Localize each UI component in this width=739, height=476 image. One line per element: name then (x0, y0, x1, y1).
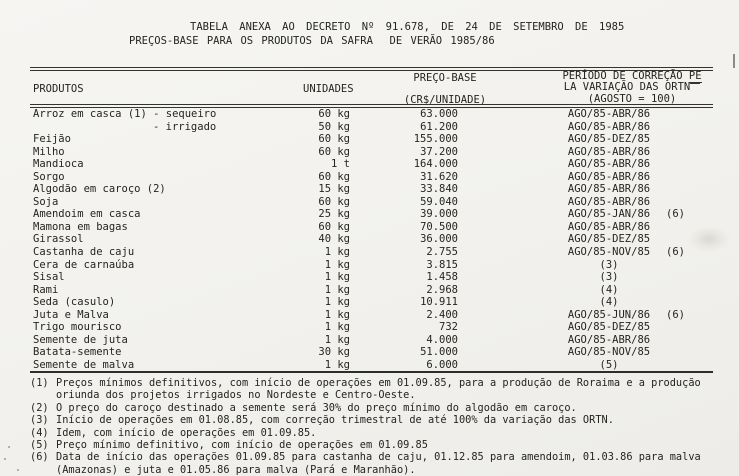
col-header-period-line1: PERÍODO DE CORREÇÃO PE (562, 70, 702, 82)
footnote-ref-cell: (6) (666, 246, 685, 259)
table-row (30, 221, 713, 234)
col-header-products: PRODUTOS (33, 83, 84, 95)
footnote-text: Data de início das operações 01.09.85 para castanha de caju, 01.12.85 para amendoim, 01.03.86 para malva (Amazonas) e juta e 01.05.86 para malva (Pará e Maranhão). (56, 451, 701, 476)
product-cell: Trigo mourisco (33, 321, 122, 334)
price-cell: 164.000 (413, 158, 458, 171)
scan-tick-mark (733, 54, 735, 68)
footnote-ref-cell (662, 284, 713, 297)
unit-cell: 30 kg (318, 346, 350, 359)
table-row (30, 246, 713, 259)
row-gap (458, 296, 556, 309)
scan-smudge (688, 226, 730, 252)
product-cell: Semente de malva (33, 358, 135, 371)
footnote-ref-cell (662, 133, 713, 146)
table-row (30, 121, 713, 134)
row-gap (458, 221, 556, 234)
table-row (30, 334, 713, 347)
footnote-text: Idem, com início de operações em 01.09.85. (56, 426, 317, 439)
unit-cell: 1 kg (324, 246, 350, 259)
period-cell: AGO/85-ABR/86 (567, 158, 651, 171)
row-gap (458, 171, 556, 184)
product-cell: Juta e Malva (33, 308, 109, 321)
table-header (30, 71, 713, 104)
price-cell: 1.458 (426, 271, 458, 284)
row-gap (458, 133, 556, 146)
col-header-period-line3: (AGOSTO = 100) (587, 92, 677, 105)
unit-cell: 1 kg (324, 283, 350, 296)
price-cell: 39.000 (420, 208, 458, 221)
period-cell: (4) (599, 283, 619, 296)
period-cell: AGO/85-NOV/85 (567, 346, 651, 359)
unit-cell: 1 kg (324, 358, 350, 371)
col-header-period-line2: LA VARIAÇÃO DAS ORTN (548, 82, 716, 93)
product-cell: Algodão em caroço (2) (33, 183, 166, 196)
footnote-ref-cell: (6) (666, 208, 685, 221)
scan-speck (8, 446, 10, 448)
table-row (30, 146, 713, 159)
price-cell: 59.040 (420, 195, 458, 208)
row-gap (458, 346, 556, 359)
unit-cell: 1 kg (324, 308, 350, 321)
period-cell: AGO/85-ABR/86 (567, 183, 651, 196)
row-gap (458, 321, 556, 334)
footnote-ref-cell (662, 121, 713, 134)
scan-speck (4, 458, 6, 460)
period-cell: AGO/85-ABR/86 (567, 170, 651, 183)
price-cell: 155.000 (413, 133, 458, 146)
footnote-item (30, 439, 726, 451)
ortn-continuation-mark (690, 83, 700, 91)
product-cell: Semente de juta (33, 333, 128, 346)
row-gap (458, 208, 556, 221)
period-cell: AGO/85-DEZ/85 (567, 133, 651, 146)
period-cell: (3) (599, 271, 619, 284)
document-title-line2: PREÇOS-BASE PARA OS PRODUTOS DA SAFRA DE VERÃO 1985/86 (129, 35, 495, 47)
price-cell: 33.840 (420, 183, 458, 196)
footnote-text: Preços mínimos definitivos, com início de operações em 01.09.85, para a produção de Roraima e a produção oriunda dos projetos irrigados no Nordeste e Centro-Oeste. (56, 377, 701, 402)
unit-cell: 25 kg (318, 208, 350, 221)
product-cell: Castanha de caju (33, 246, 135, 259)
row-gap (458, 271, 556, 284)
unit-cell: 50 kg (318, 120, 350, 133)
product-cell: Mamona em bagas (33, 220, 128, 233)
unit-cell: 1 t (331, 158, 350, 171)
product-cell: Mandioca (33, 158, 84, 171)
product-cell: Seda (casulo) (33, 296, 116, 309)
unit-cell: 60 kg (318, 195, 350, 208)
footnote-ref-cell: (6) (666, 308, 685, 321)
price-cell: 51.000 (420, 346, 458, 359)
period-cell: AGO/85-NOV/85 (567, 246, 651, 259)
footnote-text: O preço do caroço destinado a semente será 30% do preço mínimo do algodão em caroço. (56, 401, 577, 414)
footnote-item (30, 427, 726, 439)
unit-cell: 60 kg (318, 108, 350, 120)
unit-cell: 60 kg (318, 220, 350, 233)
col-header-units: UNIDADES (303, 83, 354, 95)
row-gap (458, 359, 556, 372)
price-cell: 2.400 (426, 308, 458, 321)
price-cell: 732 (439, 321, 458, 334)
table-row (30, 346, 713, 359)
col-header-period (548, 71, 716, 105)
table-bottom-rule (30, 371, 713, 373)
price-cell: 37.200 (420, 145, 458, 158)
period-cell: AGO/85-ABR/86 (567, 108, 651, 120)
table-row (30, 208, 713, 221)
unit-cell: 1 kg (324, 321, 350, 334)
period-cell: AGO/85-DEZ/85 (567, 233, 651, 246)
footnote-marker: (3) (30, 414, 49, 427)
footnote-ref-cell (662, 334, 713, 347)
scan-speck (17, 469, 19, 471)
footnote-ref-cell (662, 271, 713, 284)
table-row (30, 158, 713, 171)
unit-cell: 1 kg (324, 333, 350, 346)
price-cell: 36.000 (420, 233, 458, 246)
footnotes (30, 377, 726, 476)
product-cell: Arroz em casca (1) - sequeiro (33, 108, 217, 120)
footnote-marker: (2) (30, 401, 49, 414)
footnote-item (30, 451, 726, 476)
table-row (30, 284, 713, 297)
document-title-line1: TABELA ANEXA AO DECRETO Nº 91.678, DE 24 DE SETEMBRO DE 1985 (190, 21, 625, 33)
footnote-ref-cell (662, 196, 713, 209)
unit-cell: 1 kg (324, 296, 350, 309)
period-cell: AGO/85-DEZ/85 (567, 321, 651, 334)
row-gap (458, 246, 556, 259)
prices-table (30, 67, 713, 373)
price-cell: 2.755 (426, 246, 458, 259)
footnote-marker: (6) (30, 451, 49, 464)
period-cell: AGO/85-ABR/86 (567, 145, 651, 158)
footnote-ref-cell (662, 296, 713, 309)
price-cell: 63.000 (420, 108, 458, 120)
period-continuation-pe: PE (688, 70, 702, 82)
table-row (30, 171, 713, 184)
footnote-ref-cell (662, 321, 713, 334)
footnote-item (30, 402, 726, 414)
period-cell: AGO/85-ABR/86 (567, 120, 651, 133)
table-body (30, 108, 713, 371)
footnote-marker: (1) (30, 377, 49, 389)
unit-cell: 40 kg (318, 233, 350, 246)
row-gap (458, 121, 556, 134)
price-cell: 61.200 (420, 120, 458, 133)
product-cell: Sorgo (33, 170, 65, 183)
product-cell: Batata-semente (33, 346, 122, 359)
period-cell: (4) (599, 296, 619, 309)
table-row (30, 309, 713, 322)
product-cell: Sisal (33, 271, 65, 284)
period-cell: AGO/85-JAN/86 (567, 208, 651, 221)
table-row (30, 233, 713, 246)
product-cell: Feijão (33, 133, 71, 146)
period-cell: AGO/85-ABR/86 (567, 220, 651, 233)
table-row (30, 296, 713, 309)
footnote-ref-cell (662, 171, 713, 184)
product-cell: Amendoim em casca (33, 208, 141, 221)
period-cell: AGO/85-JUN/86 (567, 308, 651, 321)
period-cell: AGO/85-ABR/86 (567, 195, 651, 208)
table-row (30, 321, 713, 334)
table-row (30, 196, 713, 209)
product-cell: Girassol (33, 233, 84, 246)
table-row (30, 359, 713, 372)
footnote-ref-cell (662, 158, 713, 171)
product-cell: Cera de carnaúba (33, 258, 135, 271)
price-cell: 2.968 (426, 283, 458, 296)
footnote-ref-cell (662, 183, 713, 196)
row-gap (458, 284, 556, 297)
footnote-ref-cell (662, 346, 713, 359)
price-cell: 4.000 (426, 333, 458, 346)
row-gap (458, 334, 556, 347)
footnote-text: Preço mínimo definitivo, com início de operações em 01.09.85 (56, 439, 428, 452)
footnote-item (30, 414, 726, 426)
row-gap (458, 108, 556, 121)
row-gap (458, 183, 556, 196)
footnote-text: Início de operações em 01.08.85, com correção trimestral de até 100% da variação das ORTN. (56, 414, 614, 427)
table-row (30, 259, 713, 272)
row-gap (458, 259, 556, 272)
footnote-marker: (4) (30, 426, 49, 439)
footnote-marker: (5) (30, 439, 49, 452)
unit-cell: 60 kg (318, 170, 350, 183)
col-header-price-line1: PREÇO-BASE (413, 72, 477, 84)
price-cell: 3.815 (426, 258, 458, 271)
price-cell: 10.911 (420, 296, 458, 309)
footnote-ref-cell (662, 146, 713, 159)
unit-cell: 1 kg (324, 258, 350, 271)
footnote-ref-cell (662, 108, 713, 121)
footnote-ref-cell (662, 359, 713, 372)
price-cell: 31.620 (420, 170, 458, 183)
table-row (30, 183, 713, 196)
price-cell: 70.500 (420, 220, 458, 233)
product-cell: Milho (33, 145, 65, 158)
product-cell: Rami (33, 283, 59, 296)
table-row (30, 133, 713, 146)
row-gap (458, 309, 556, 322)
row-gap (458, 196, 556, 209)
period-cell: (3) (599, 258, 619, 271)
product-cell: - irrigado (153, 120, 217, 133)
unit-cell: 1 kg (324, 271, 350, 284)
table-row (30, 108, 713, 121)
product-cell: Soja (33, 195, 59, 208)
row-gap (458, 233, 556, 246)
table-row (30, 271, 713, 284)
unit-cell: 15 kg (318, 183, 350, 196)
price-cell: 6.000 (426, 358, 458, 371)
period-cell: (5) (599, 358, 619, 371)
unit-cell: 60 kg (318, 145, 350, 158)
row-gap (458, 158, 556, 171)
row-gap (458, 146, 556, 159)
footnote-ref-cell (662, 259, 713, 272)
unit-cell: 60 kg (318, 133, 350, 146)
footnote-item (30, 377, 726, 402)
period-cell: AGO/85-ABR/86 (567, 333, 651, 346)
col-header-price-line2: (CR$/UNIDADE) (403, 94, 487, 106)
